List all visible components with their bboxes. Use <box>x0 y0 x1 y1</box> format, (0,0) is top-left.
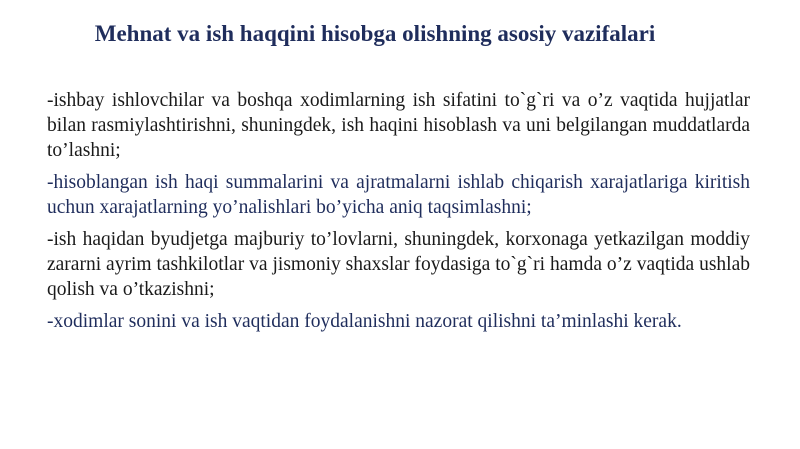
paragraph-2: -hisoblangan ish haqi summalarini va ajratmalarni ishlab chiqarish xarajatlariga kiritish uchun xarajatlarning yo’nalishlari bo’yicha aniq taqsimlashni; <box>47 172 750 218</box>
paragraph-1: -ishbay ishlovchilar va boshqa xodimlarning ish sifatini to`g`ri va o’z vaqtida hujjatlar bilan rasmiylashtirishni, shuningdek, ish haqini hisoblash va uni belgilangan muddatlarda to’lashni; <box>47 90 750 161</box>
paragraph-4: -xodimlar sonini va ish vaqtidan foydalanishni nazorat qilishni ta’minlashi kerak. <box>47 311 682 332</box>
paragraph-3: -ish haqidan byudjetga majburiy to’lovlarni, shuningdek, korxonaga yetkazilgan moddiy zararni ayrim tashkilotlar va jismoniy shaxslar foydasiga to`g`ri hamda o’z vaqtida ushlab qolish va o’tkazishni; <box>47 229 750 300</box>
slide-title: Mehnat va ish haqqini hisobga olishning asosiy vazifalari <box>94 21 656 46</box>
slide-body <box>47 88 750 341</box>
